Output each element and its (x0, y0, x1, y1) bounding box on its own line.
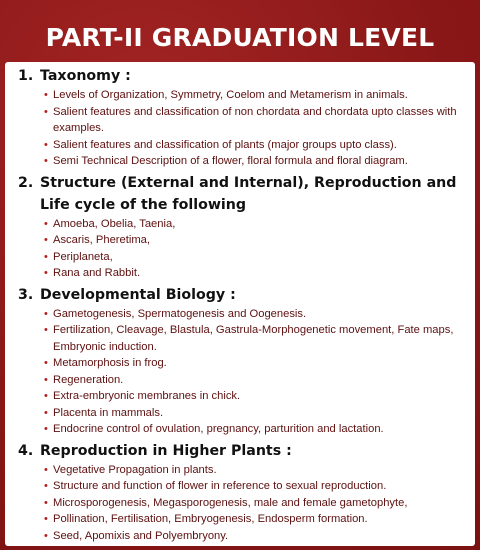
list-item (45, 249, 465, 266)
bullet-icon: • (44, 390, 48, 402)
page-title: PART-II GRADUATION LEVEL (45, 22, 435, 52)
list-item-text: Endocrine control of ovulation, pregnancy, parturition and lactation. (53, 423, 384, 435)
section-structure (16, 172, 465, 282)
bullet-icon: • (44, 250, 48, 263)
list-item (45, 137, 465, 154)
topic-list (16, 462, 465, 545)
list-item (45, 153, 465, 170)
list-item (45, 528, 465, 545)
list-item (45, 232, 465, 249)
list-item-text: Regeneration. (53, 373, 124, 386)
list-item-text: Salient features and classification of non chordata and chordata upto classes with examples. (53, 105, 457, 134)
list-item (45, 421, 465, 438)
list-item-text: Microsporogenesis, Megasporogenesis, male and female gametophyte, (53, 496, 408, 509)
bullet-icon: • (44, 373, 48, 386)
list-item (45, 388, 465, 405)
list-item-text: Salient features and classification of plants (major groups upto class). (53, 138, 397, 151)
section-number: 3. (18, 286, 34, 303)
list-item (45, 462, 465, 479)
bullet-icon: • (44, 155, 48, 167)
bullet-icon: • (44, 307, 48, 320)
section-number: 4. (18, 442, 34, 459)
bullet-icon: • (44, 529, 48, 542)
bullet-icon: • (44, 105, 48, 118)
list-item (45, 306, 465, 323)
list-item (45, 265, 465, 282)
section-reproduction-higher-plants (16, 440, 465, 545)
list-item-text: Gametogenesis, Spermatogenesis and Oogenesis. (53, 307, 307, 320)
section-heading (16, 65, 465, 87)
bullet-icon: • (44, 217, 48, 230)
section-developmental-biology (16, 284, 465, 438)
section-heading (16, 172, 465, 216)
list-item-text: Ascaris, Pheretima, (53, 234, 150, 246)
list-item (45, 355, 465, 372)
syllabus-card (5, 62, 475, 546)
list-item-text: Amoeba, Obelia, Taenia, (53, 217, 176, 230)
section-number: 1. (18, 68, 34, 84)
section-heading (16, 284, 465, 306)
section-title: Developmental Biology : (40, 286, 236, 303)
list-item-text: Seed, Apomixis and Polyembryony. (53, 529, 229, 542)
list-item-text: Extra-embryonic membranes in chick. (53, 390, 241, 402)
list-item-text: Fertilization, Cleavage, Blastula, Gastrula-Morphogenetic movement, Fate maps, Embryonic induction. (53, 324, 454, 353)
list-item (45, 405, 465, 422)
topic-list (16, 306, 465, 438)
section-heading (16, 440, 465, 462)
list-item (45, 322, 465, 355)
list-item (45, 495, 465, 512)
list-item-text: Placenta in mammals. (53, 406, 164, 419)
list-item (45, 511, 465, 528)
section-taxonomy (16, 65, 465, 170)
section-title: Reproduction in Higher Plants : (40, 442, 292, 459)
list-item-text: Rana and Rabbit. (53, 267, 141, 279)
list-item-text: Vegetative Propagation in plants. (53, 463, 217, 476)
list-item-text: Structure and function of flower in reference to sexual reproduction. (53, 480, 387, 492)
bullet-icon: • (44, 463, 48, 476)
bullet-icon: • (44, 357, 48, 369)
bullet-icon: • (44, 234, 48, 246)
bullet-icon: • (44, 423, 48, 435)
bullet-icon: • (44, 406, 48, 419)
list-item-text: Semi Technical Description of a flower, floral formula and floral diagram. (53, 155, 408, 167)
list-item (45, 104, 465, 137)
list-item (45, 478, 465, 495)
bullet-icon: • (44, 496, 48, 509)
section-title: Taxonomy : (40, 68, 131, 84)
bullet-icon: • (44, 324, 48, 336)
bullet-icon: • (44, 513, 48, 525)
topic-list (16, 216, 465, 282)
list-item (45, 216, 465, 233)
section-title: Structure (External and Internal), Reproduction and Life cycle of the following (40, 174, 457, 213)
bullet-icon: • (44, 480, 48, 492)
bullet-icon: • (44, 89, 48, 101)
bullet-icon: • (44, 267, 48, 279)
list-item-text: Levels of Organization, Symmetry, Coelom and Metamerism in animals. (53, 89, 408, 101)
list-item-text: Metamorphosis in frog. (53, 357, 167, 369)
title-banner (4, 11, 476, 63)
list-item-text: Periplaneta, (53, 250, 113, 263)
section-number: 2. (18, 174, 34, 191)
topic-list (16, 87, 465, 170)
bullet-icon: • (44, 138, 48, 151)
list-item (45, 372, 465, 389)
list-item (45, 87, 465, 104)
list-item-text: Pollination, Fertilisation, Embryogenesis, Endosperm formation. (53, 513, 368, 525)
